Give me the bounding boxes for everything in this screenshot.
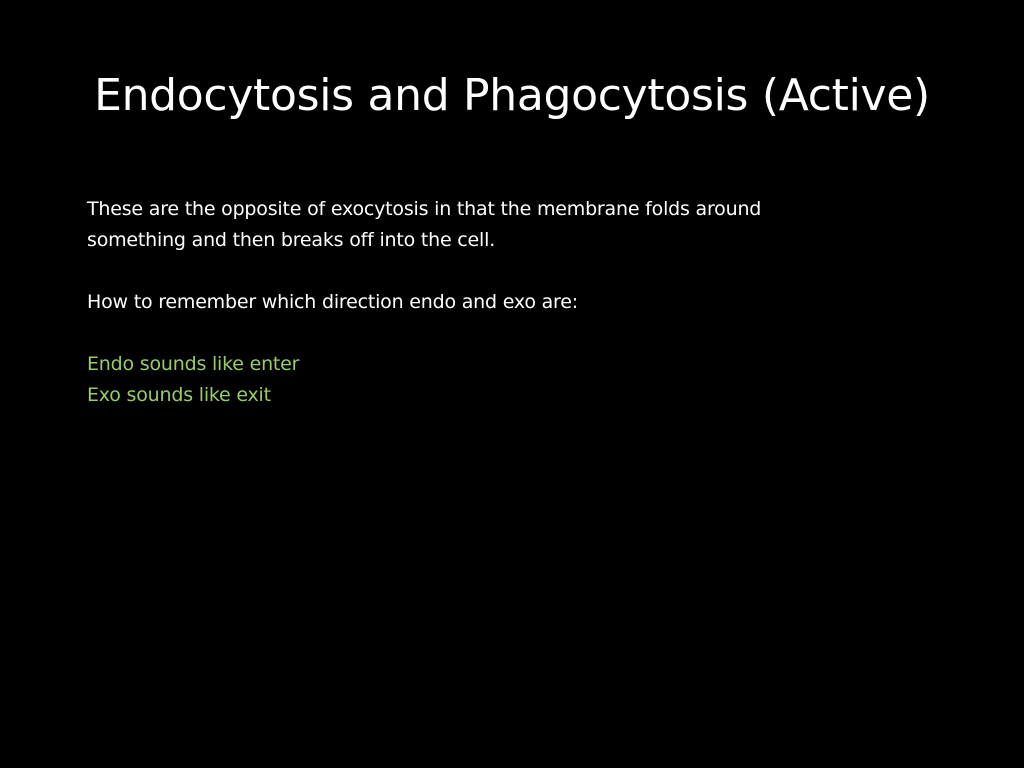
paragraph-line-1: These are the opposite of exocytosis in that the membrane folds around: [87, 198, 762, 220]
paragraph-line-2: something and then breaks off into the cell.: [87, 229, 496, 251]
spacer: [87, 318, 887, 349]
mnemonic-endo: Endo sounds like enter: [87, 353, 300, 375]
mnemonic-exo: Exo sounds like exit: [87, 384, 271, 406]
slide-title: Endocytosis and Phagocytosis (Active): [94, 70, 930, 121]
spacer: [87, 256, 887, 287]
slide-body: [87, 194, 887, 411]
question-line: How to remember which direction endo and exo are:: [87, 291, 578, 313]
